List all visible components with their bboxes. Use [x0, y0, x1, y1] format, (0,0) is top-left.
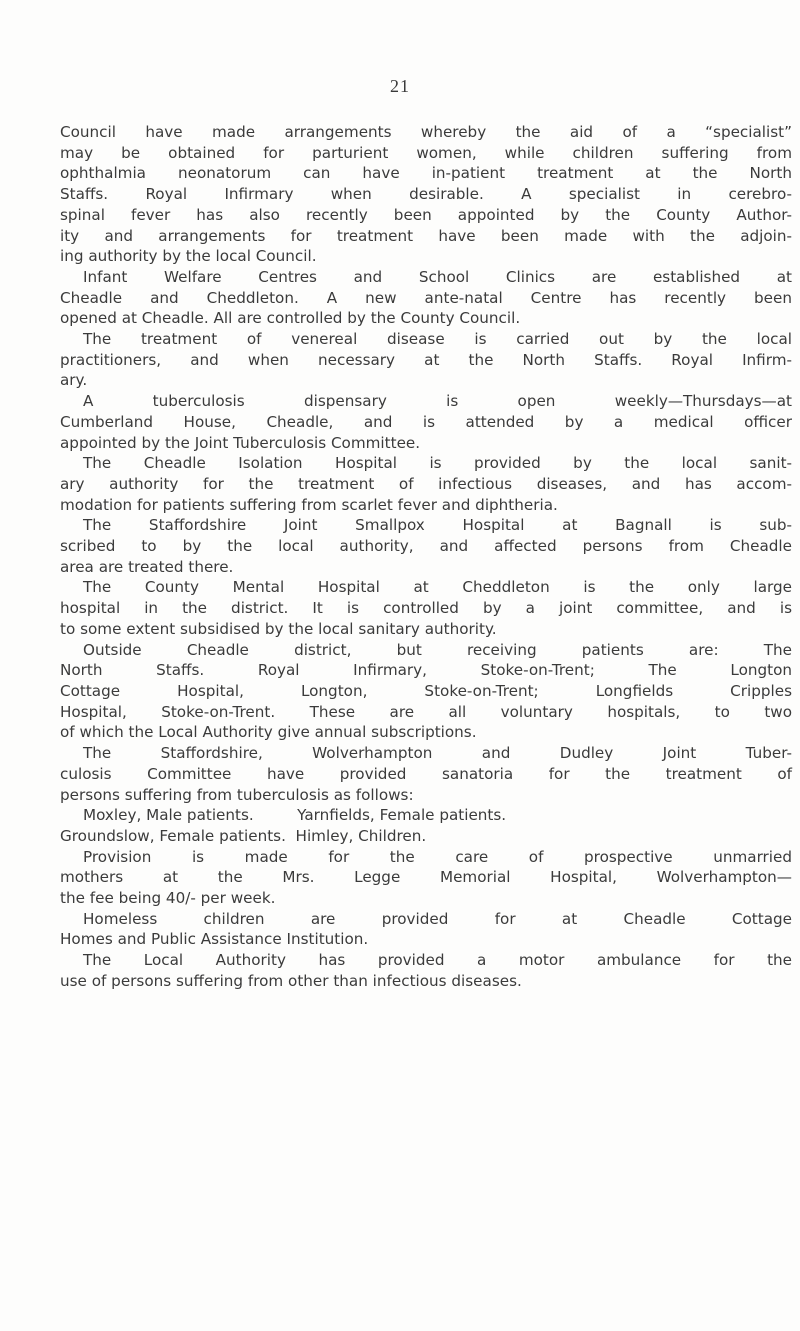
- report-body: [60, 122, 792, 992]
- sanatoria-list-item: Groundslow, Female patients. Himley, Children.: [60, 826, 427, 845]
- text-line: The County Mental Hospital at Cheddleton is the only large: [83, 578, 792, 597]
- text-line: practitioners, and when necessary at the North Staffs. Royal Infirm-: [60, 350, 792, 369]
- paragraph-unmarried-mothers: [60, 847, 792, 909]
- text-line: Homes and Public Assistance Institution.: [60, 930, 369, 949]
- paragraph-mental-hospital: [60, 577, 792, 639]
- text-line: hospital in the district. It is controlled by a joint committee, and is: [60, 599, 792, 618]
- paragraph-isolation-hospital: [60, 453, 792, 515]
- text-line: Infant Welfare Centres and School Clinics are established at: [83, 267, 792, 286]
- text-line: persons suffering from tuberculosis as follows:: [60, 785, 414, 804]
- page-number: 21: [390, 76, 410, 96]
- text-line: Outside Cheadle district, but receiving patients are: The: [83, 640, 792, 659]
- text-line: modation for patients suffering from scarlet fever and diphtheria.: [60, 495, 558, 514]
- paragraph-outside-hospitals: [60, 640, 792, 744]
- text-line: ophthalmia neonatorum can have in-patient treatment at the North: [60, 164, 792, 183]
- text-line: The treatment of venereal disease is carried out by the local: [83, 330, 792, 349]
- paragraph-infant-welfare: [60, 267, 792, 329]
- text-line: of which the Local Authority give annual subscriptions.: [60, 723, 477, 742]
- paragraph-smallpox-hospital: [60, 515, 792, 577]
- text-line: ity and arrangements for treatment have been made with the adjoin-: [60, 226, 792, 245]
- text-line: to some extent subsidised by the local sanitary authority.: [60, 619, 497, 638]
- text-line: ary.: [60, 371, 88, 390]
- sanatoria-list-item: Moxley, Male patients. Yarnfields, Female patients.: [83, 806, 507, 825]
- text-line: may be obtained for parturient women, while children suffering from: [60, 143, 792, 162]
- text-line: Hospital, Stoke-on-Trent. These are all voluntary hospitals, to two: [60, 702, 792, 721]
- text-line: culosis Committee have provided sanatoria for the treatment of: [60, 764, 792, 783]
- text-line: A tuberculosis dispensary is open weekly—Thursdays—at: [83, 392, 792, 411]
- text-line: Staffs. Royal Infirmary when desirable. A specialist in cerebro-: [60, 185, 792, 204]
- paragraph-homeless-children: [60, 909, 792, 950]
- text-line: mothers at the Mrs. Legge Memorial Hospital, Wolverhampton—: [60, 868, 792, 887]
- sanatoria-list: [60, 805, 792, 846]
- text-line: The Local Authority has provided a motor ambulance for the: [83, 951, 792, 970]
- paragraph-sanatoria: [60, 743, 792, 805]
- text-line: Council have made arrangements whereby the aid of a “specialist”: [60, 123, 792, 141]
- text-line: scribed to by the local authority, and affected persons from Cheadle: [60, 537, 792, 556]
- text-line: The Staffordshire Joint Smallpox Hospital at Bagnall is sub-: [83, 516, 792, 535]
- text-line: Cheadle and Cheddleton. A new ante-natal Centre has recently been: [60, 288, 792, 307]
- text-line: The Staffordshire, Wolverhampton and Dudley Joint Tuber-: [83, 744, 792, 763]
- paragraph-venereal-disease: [60, 329, 792, 391]
- text-line: opened at Cheadle. All are controlled by the County Council.: [60, 309, 521, 328]
- text-line: Cottage Hospital, Longton, Stoke-on-Trent; Longfields Cripples: [60, 681, 792, 700]
- text-line: North Staffs. Royal Infirmary, Stoke-on-Trent; The Longton: [60, 661, 792, 680]
- paragraph-tuberculosis-dispensary: [60, 391, 792, 453]
- text-line: use of persons suffering from other than infectious diseases.: [60, 971, 522, 990]
- text-line: the fee being 40/- per week.: [60, 889, 276, 908]
- text-line: ing authority by the local Council.: [60, 247, 317, 266]
- text-line: The Cheadle Isolation Hospital is provided by the local sanit-: [83, 454, 792, 473]
- text-line: Homeless children are provided for at Cheadle Cottage: [83, 909, 792, 928]
- text-line: Cumberland House, Cheadle, and is attended by a medical officer: [60, 412, 792, 431]
- paragraph-motor-ambulance: [60, 950, 792, 991]
- text-line: appointed by the Joint Tuberculosis Committee.: [60, 433, 421, 452]
- paragraph-specialist-arrangements: [60, 122, 792, 267]
- text-line: spinal fever has also recently been appointed by the County Author-: [60, 205, 792, 224]
- text-line: ary authority for the treatment of infectious diseases, and has accom-: [60, 474, 792, 493]
- text-line: area are treated there.: [60, 557, 234, 576]
- text-line: Provision is made for the care of prospective unmarried: [83, 847, 792, 866]
